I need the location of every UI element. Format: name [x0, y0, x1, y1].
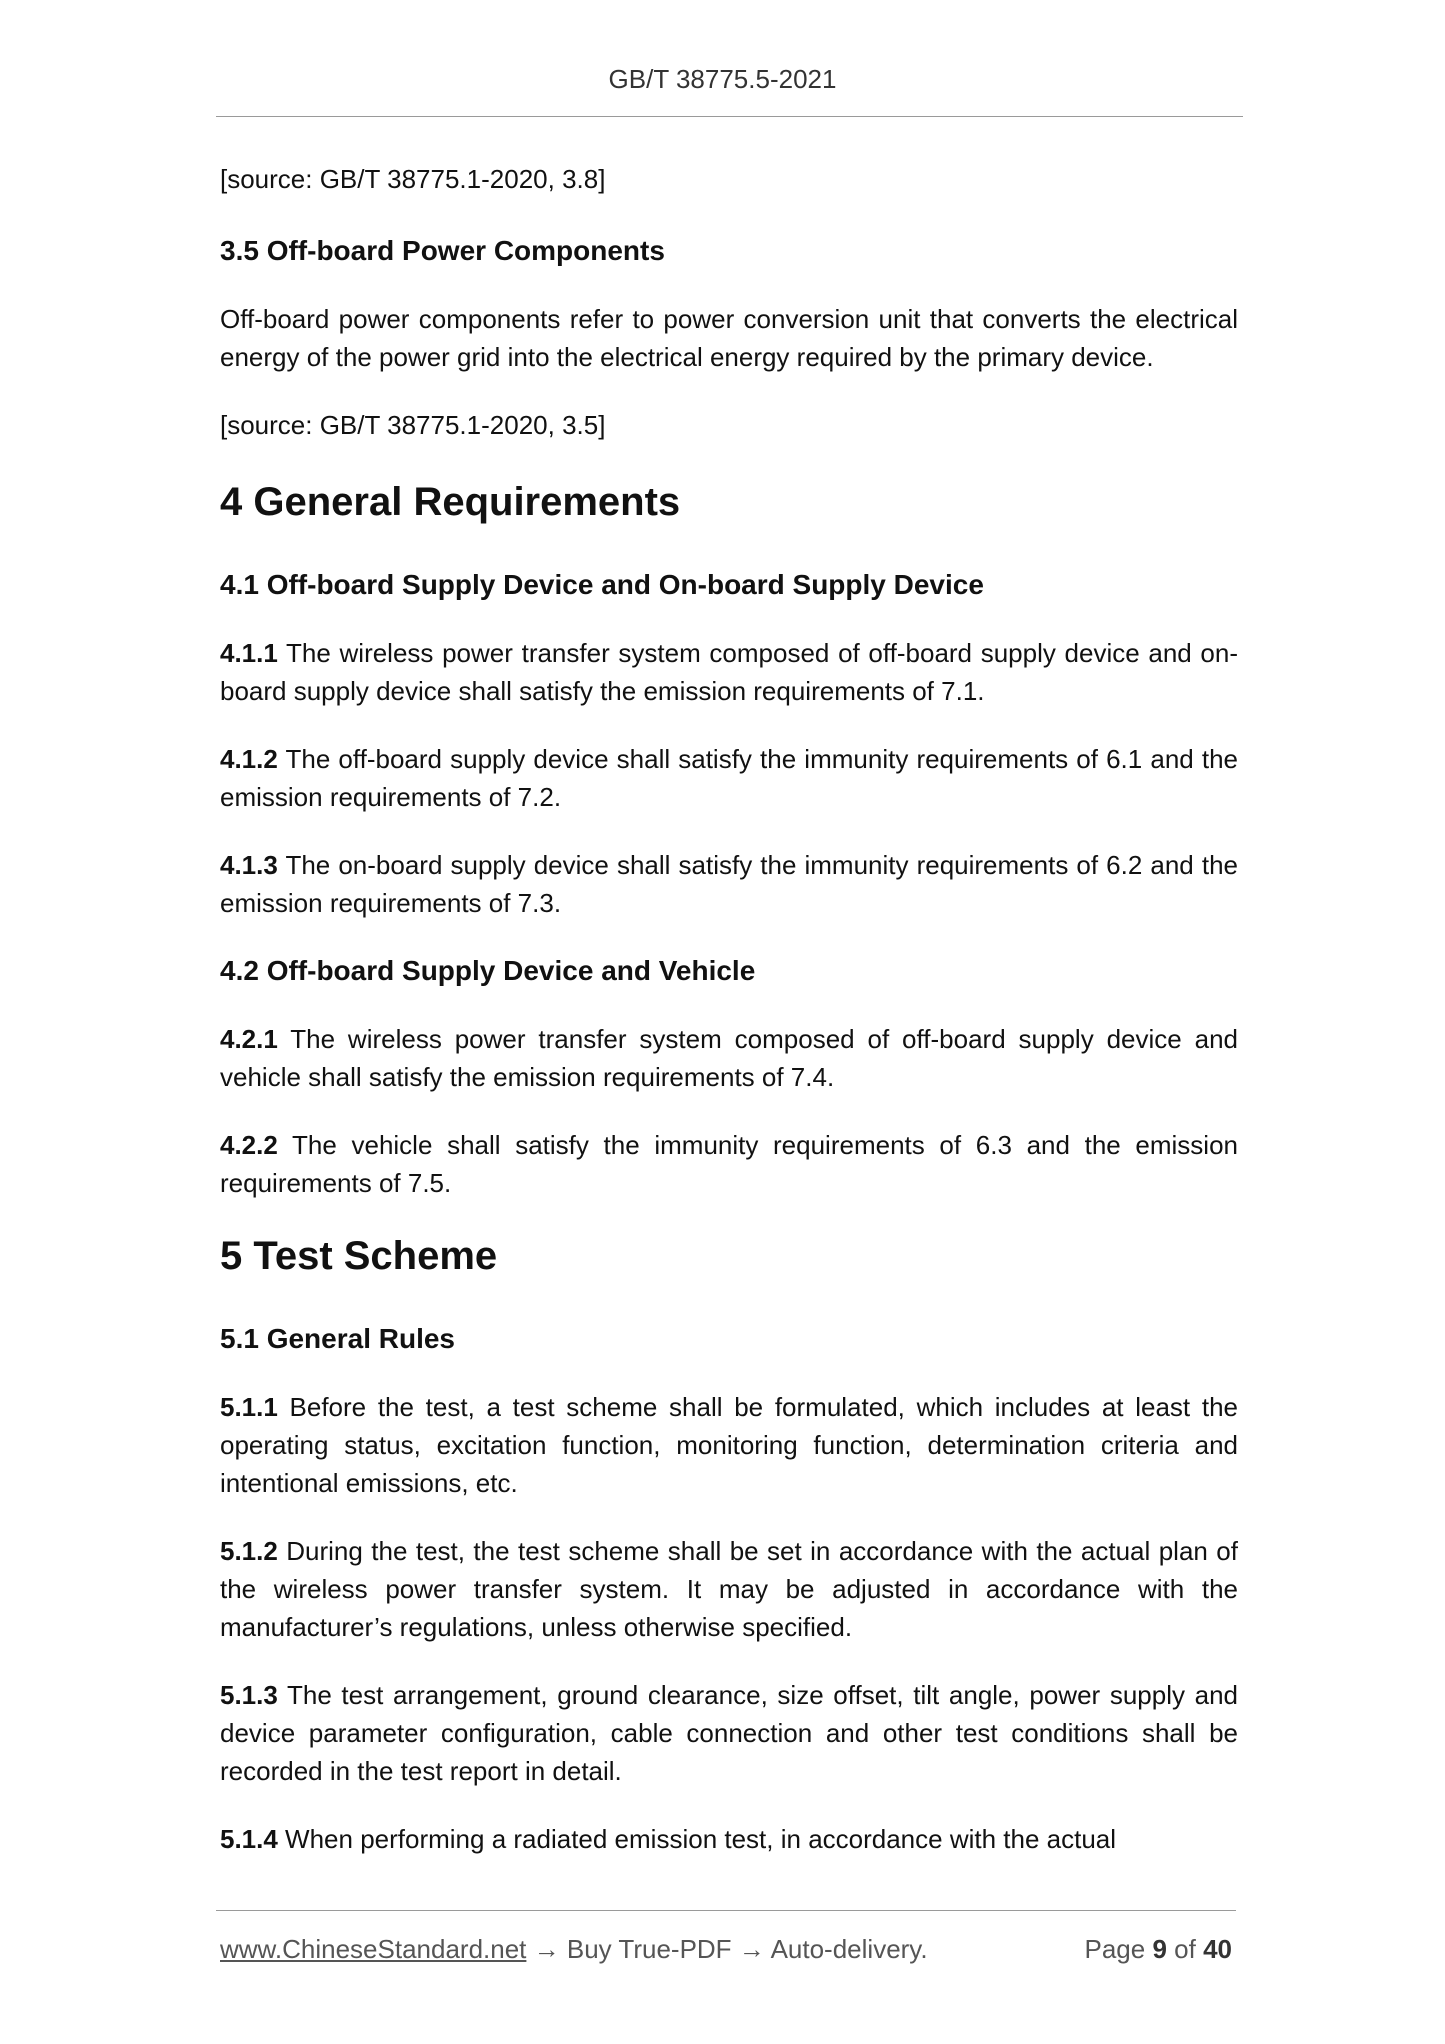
clause-5-1-4 — [220, 1820, 1238, 1858]
of-label: of — [1174, 1934, 1196, 1964]
clause-text: During the test, the test scheme shall be set in accordance with the actual plan of the wireless power transfer system. It may be adjusted in accordance with the manufacturer’s regulations, unless otherwise specified. — [220, 1536, 1238, 1642]
clause-text: The test arrangement, ground clearance, size offset, tilt angle, power supply and device parameter configuration, cable connection and other test conditions shall be recorded in the test report in detail. — [220, 1680, 1238, 1786]
heading-3-5: 3.5 Off-board Power Components — [220, 235, 665, 266]
clause-4-1-2 — [220, 740, 1238, 816]
clause-text: The on-board supply device shall satisfy the immunity requirements of 6.2 and the emission requirements of 7.3. — [220, 850, 1238, 918]
heading-4-2: 4.2 Off-board Supply Device and Vehicle — [220, 955, 756, 986]
clause-5-1-2 — [220, 1532, 1238, 1646]
clause-number: 4.2.1 — [220, 1024, 278, 1054]
website-link[interactable]: www.ChineseStandard.net — [220, 1934, 527, 1964]
footer-divider — [216, 1910, 1236, 1911]
document-header-title: GB/T 38775.5-2021 — [608, 64, 837, 94]
clause-4-2-2 — [220, 1126, 1238, 1202]
heading-4-1: 4.1 Off-board Supply Device and On-board Supply Device — [220, 569, 984, 600]
clause-4-2-1 — [220, 1020, 1238, 1096]
clause-text: The off-board supply device shall satisfy the immunity requirements of 6.1 and the emission requirements of 7.2. — [220, 744, 1238, 812]
clause-number: 5.1.1 — [220, 1392, 278, 1422]
clause-number: 4.1.3 — [220, 850, 278, 880]
footer-tagline: → Buy True-PDF → Auto-delivery. — [526, 1934, 928, 1964]
heading-5: 5 Test Scheme — [220, 1234, 498, 1278]
page-footer — [220, 1934, 1232, 1965]
clause-number: 4.1.2 — [220, 744, 278, 774]
clause-5-1-1 — [220, 1388, 1238, 1502]
page-label: Page — [1084, 1934, 1146, 1964]
source-reference: [source: GB/T 38775.1-2020, 3.8] — [220, 164, 606, 194]
page-indicator — [1084, 1934, 1232, 1965]
clause-number: 5.1.3 — [220, 1680, 278, 1710]
document-body — [220, 160, 1238, 1888]
clause-text: Before the test, a test scheme shall be formulated, which includes at least the operating status, excitation function, monitoring function, determination criteria and intentional emissions, etc. — [220, 1392, 1238, 1498]
page-number: 9 — [1152, 1934, 1167, 1964]
clause-text: When performing a radiated emission test, in accordance with the actual — [277, 1824, 1117, 1854]
clause-4-1-3 — [220, 846, 1238, 922]
clause-number: 4.2.2 — [220, 1130, 278, 1160]
heading-4: 4 General Requirements — [220, 480, 681, 524]
clause-text: The vehicle shall satisfy the immunity requirements of 6.3 and the emission requirements of 7.5. — [220, 1130, 1238, 1198]
clause-number: 5.1.2 — [220, 1536, 278, 1566]
header-divider — [216, 116, 1243, 117]
paragraph-3-5: Off-board power components refer to power conversion unit that converts the electrical energy of the power grid into the electrical energy required by the primary device. — [220, 304, 1238, 372]
clause-5-1-3 — [220, 1676, 1238, 1790]
page-total: 40 — [1203, 1934, 1232, 1964]
source-reference: [source: GB/T 38775.1-2020, 3.5] — [220, 410, 606, 440]
clause-number: 5.1.4 — [220, 1824, 278, 1854]
clause-text: The wireless power transfer system composed of off-board supply device and vehicle shall satisfy the emission requirements of 7.4. — [220, 1024, 1238, 1092]
clause-text: The wireless power transfer system composed of off-board supply device and on-board supply device shall satisfy the emission requirements of 7.1. — [220, 638, 1238, 706]
heading-5-1: 5.1 General Rules — [220, 1323, 456, 1354]
clause-4-1-1 — [220, 634, 1238, 710]
clause-number: 4.1.1 — [220, 638, 278, 668]
